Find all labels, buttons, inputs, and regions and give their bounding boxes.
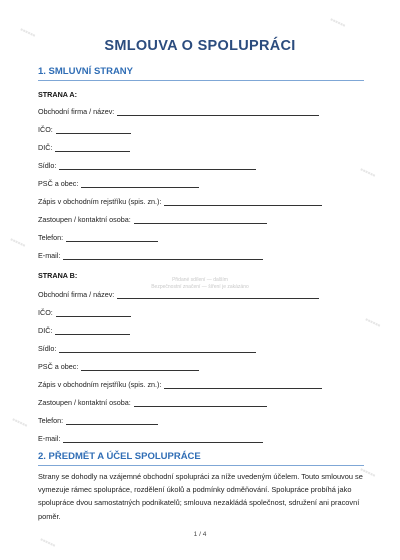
field-line bbox=[63, 434, 263, 443]
field-label: Obchodní firma / název: bbox=[38, 107, 115, 116]
svg-text:▪▪▪▪▪▪: ▪▪▪▪▪▪ bbox=[359, 166, 377, 178]
field-line bbox=[81, 179, 199, 188]
field-line bbox=[134, 215, 267, 224]
section-divider bbox=[38, 465, 364, 466]
svg-text:▪▪▪▪▪▪: ▪▪▪▪▪▪ bbox=[19, 26, 37, 38]
section-heading-parties: 1. SMLUVNÍ STRANY bbox=[38, 66, 134, 77]
field-label: DIČ: bbox=[38, 326, 53, 335]
party-b-contact-field bbox=[38, 397, 267, 407]
party-a-address-field bbox=[38, 160, 256, 170]
party-b-ico-field bbox=[38, 307, 131, 317]
field-line bbox=[55, 326, 130, 335]
field-line bbox=[66, 233, 158, 242]
party-a-postcode-field bbox=[38, 178, 199, 188]
field-line bbox=[117, 290, 319, 299]
field-label: Sídlo: bbox=[38, 161, 57, 170]
document-title: SMLOUVA O SPOLUPRÁCI bbox=[104, 38, 296, 54]
field-line bbox=[56, 308, 131, 317]
field-line bbox=[59, 161, 256, 170]
field-label: Zápis v obchodním rejstříku (spis. zn.): bbox=[38, 197, 162, 206]
party-a-email-field bbox=[38, 250, 263, 260]
section-heading-purpose: 2. PŘEDMĚT A ÚČEL SPOLUPRÁCE bbox=[38, 451, 201, 462]
field-label: Sídlo: bbox=[38, 344, 57, 353]
field-label: PSČ a obec: bbox=[38, 179, 79, 188]
party-b-company-field bbox=[38, 289, 319, 299]
party-a-phone-field bbox=[38, 232, 158, 242]
field-line bbox=[63, 251, 263, 260]
party-a-register-field bbox=[38, 196, 322, 206]
section-divider bbox=[38, 80, 364, 81]
field-label: DIČ: bbox=[38, 143, 53, 152]
party-b-register-field bbox=[38, 379, 322, 389]
field-label: Telefon: bbox=[38, 233, 64, 242]
svg-text:▪▪▪▪▪▪: ▪▪▪▪▪▪ bbox=[11, 416, 29, 428]
party-a-contact-field bbox=[38, 214, 267, 224]
party-b-email-field bbox=[38, 433, 263, 443]
field-label: Zastoupen / kontaktní osoba: bbox=[38, 215, 131, 224]
page-number: 1 / 4 bbox=[193, 531, 207, 538]
party-a-company-field bbox=[38, 106, 319, 116]
field-line bbox=[134, 398, 267, 407]
watermark-line: Přidané sdílení — dalším bbox=[172, 277, 228, 283]
field-label: IČO: bbox=[38, 125, 53, 134]
party-b-dic-field bbox=[38, 325, 130, 335]
field-label: E-mail: bbox=[38, 251, 61, 260]
field-line bbox=[81, 362, 199, 371]
purpose-paragraph: Strany se dohodly na vzájemné obchodní spolupráci za níže uvedeným účelem. Touto smlouvou se vymezuje rámec spolupráce, rozdělení úkolů a podmínky odměňování. Spolupráce probíhá jako spolupráce dvou samostatných podnikatelů; smlouva nezakládá společnost, sdružení ani pracovní poměr. bbox=[38, 472, 363, 521]
party-a-dic-field bbox=[38, 142, 130, 152]
field-line bbox=[56, 125, 131, 134]
field-line bbox=[55, 143, 130, 152]
svg-text:▪▪▪▪▪▪: ▪▪▪▪▪▪ bbox=[9, 236, 27, 248]
field-label: Zápis v obchodním rejstříku (spis. zn.): bbox=[38, 380, 162, 389]
field-line bbox=[117, 107, 319, 116]
field-label: Obchodní firma / název: bbox=[38, 290, 115, 299]
field-label: Telefon: bbox=[38, 416, 64, 425]
field-label: E-mail: bbox=[38, 434, 61, 443]
svg-text:▪▪▪▪▪▪: ▪▪▪▪▪▪ bbox=[364, 316, 382, 328]
field-line bbox=[66, 416, 158, 425]
party-b-phone-field bbox=[38, 415, 158, 425]
party-a-ico-field bbox=[38, 124, 131, 134]
watermark-line: Bezpečnostní značení — šíření je zakázáno bbox=[151, 283, 249, 290]
field-label: IČO: bbox=[38, 308, 53, 317]
party-b-heading: STRANA B: bbox=[38, 271, 78, 280]
party-b-postcode-field bbox=[38, 361, 199, 371]
field-label: Zastoupen / kontaktní osoba: bbox=[38, 398, 131, 407]
field-line bbox=[59, 344, 256, 353]
svg-text:▪▪▪▪▪▪: ▪▪▪▪▪▪ bbox=[329, 16, 347, 28]
party-a-heading: STRANA A: bbox=[38, 90, 77, 99]
field-label: PSČ a obec: bbox=[38, 362, 79, 371]
field-line bbox=[164, 197, 322, 206]
svg-text:▪▪▪▪▪▪: ▪▪▪▪▪▪ bbox=[39, 536, 57, 548]
svg-text:▪▪▪▪▪▪: ▪▪▪▪▪▪ bbox=[359, 466, 377, 478]
field-line bbox=[164, 380, 322, 389]
party-b-address-field bbox=[38, 343, 256, 353]
